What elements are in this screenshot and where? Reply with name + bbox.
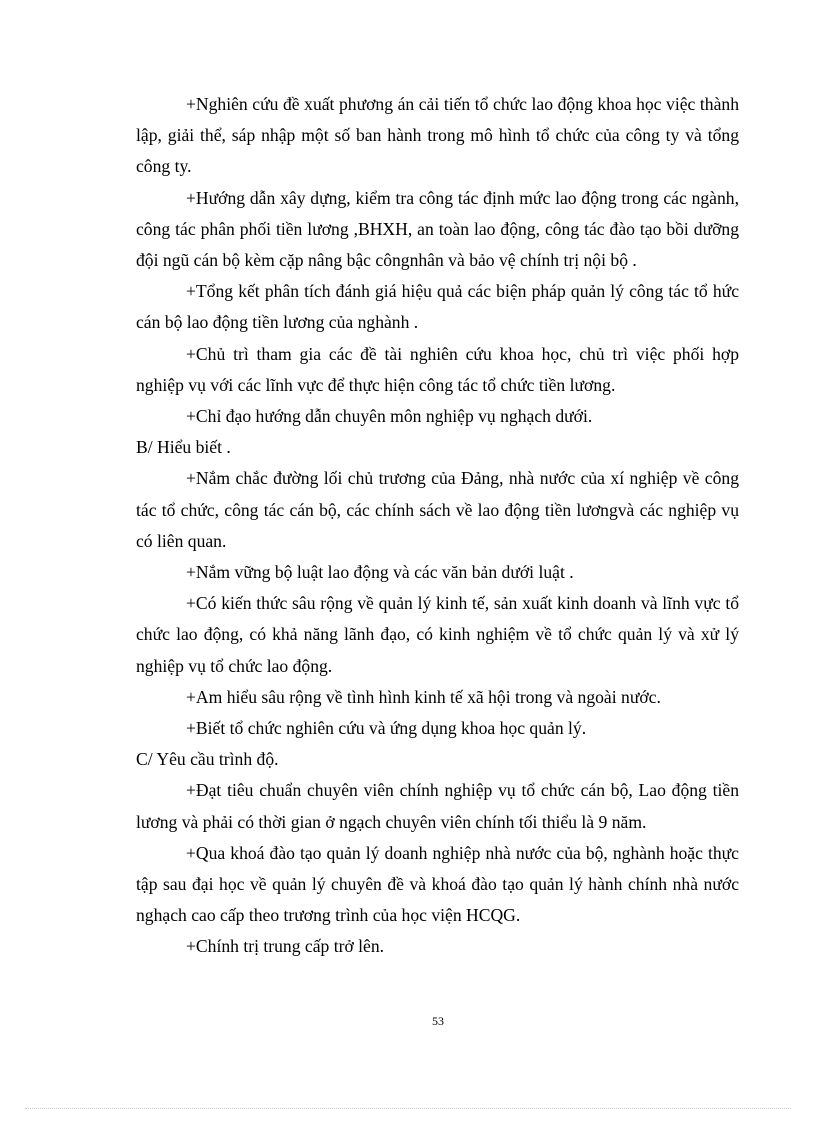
paragraph-guidance-labor-norms: +Hướng dẫn xây dựng, kiểm tra công tác định mức lao động trong các ngành, công tác phân phối tiền lương ,BHXH, an toàn lao động, công tác đào tạo bồi dưỡng đội ngũ cán bộ kèm cặp nâng bậc côngnhân và bảo vệ chính trị nội bộ . (136, 187, 739, 271)
paragraph-research-proposal: +Nghiên cứu đề xuất phương án cải tiến tổ chức lao động khoa học việc thành lập, giải thể, sáp nhập một số ban hành trong mô hình tổ chức của công ty và tổng công ty. (136, 94, 739, 177)
paragraph-training-courses: +Qua khoá đào tạo quản lý doanh nghiệp nhà nước của bộ, nghành hoặc thực tập sau đại học về quản lý chuyên đề và khoá đào tạo quản lý hành chính nhà nước nghạch cao cấp theo trương trình của học viện HCQG. (136, 842, 739, 926)
paragraph-labor-code: +Nắm vững bộ luật lao động và các văn bản dưới luật . (186, 562, 574, 583)
paragraph-summary-evaluation: +Tổng kết phân tích đánh giá hiệu quả các biện pháp quản lý công tác tổ hức cán bộ lao động tiền lương của nghành . (136, 281, 739, 333)
paragraph-socioeconomic-understanding: +Am hiểu sâu rộng về tình hình kinh tế xã hội trong và ngoài nước. (186, 686, 661, 707)
section-heading-knowledge: B/ Hiểu biết . (136, 437, 231, 458)
document-body (136, 89, 739, 963)
paragraph-management-science: +Biết tổ chức nghiên cứu và ứng dụng khoa học quản lý. (186, 718, 587, 739)
paragraph-research-projects: +Chủ trì tham gia các đề tài nghiên cứu khoa học, chủ trì việc phối hợp nghiệp vụ với các lĩnh vực để thực hiện công tác tổ chức tiền lương. (136, 343, 739, 395)
paragraph-party-policy: +Nắm chắc đường lối chủ trương của Đảng, nhà nước của xí nghiệp về công tác tổ chức, công tác cán bộ, các chính sách về lao động tiền lươngvà các nghiệp vụ có liên quan. (136, 468, 739, 551)
paragraph-senior-specialist-standard: +Đạt tiêu chuẩn chuyên viên chính nghiệp vụ tổ chức cán bộ, Lao động tiền lương và phải có thời gian ở ngạch chuyên viên chính tối thiểu là 9 năm. (136, 780, 739, 832)
paragraph-economic-management: +Có kiến thức sâu rộng về quản lý kinh tế, sản xuất kinh doanh và lĩnh vực tổ chức lao động, có khả năng lãnh đạo, có kinh nghiệm về tổ chức quản lý và xử lý nghiệp vụ tổ chức lao động. (136, 593, 739, 676)
page-bottom-divider (25, 1108, 791, 1109)
page-number: 53 (432, 1014, 444, 1028)
section-heading-qualifications: C/ Yêu cầu trình độ. (136, 749, 279, 770)
paragraph-professional-direction: +Chỉ đạo hướng dẫn chuyên môn nghiệp vụ nghạch dưới. (186, 406, 593, 427)
paragraph-political-level: +Chính trị trung cấp trở lên. (186, 936, 385, 957)
